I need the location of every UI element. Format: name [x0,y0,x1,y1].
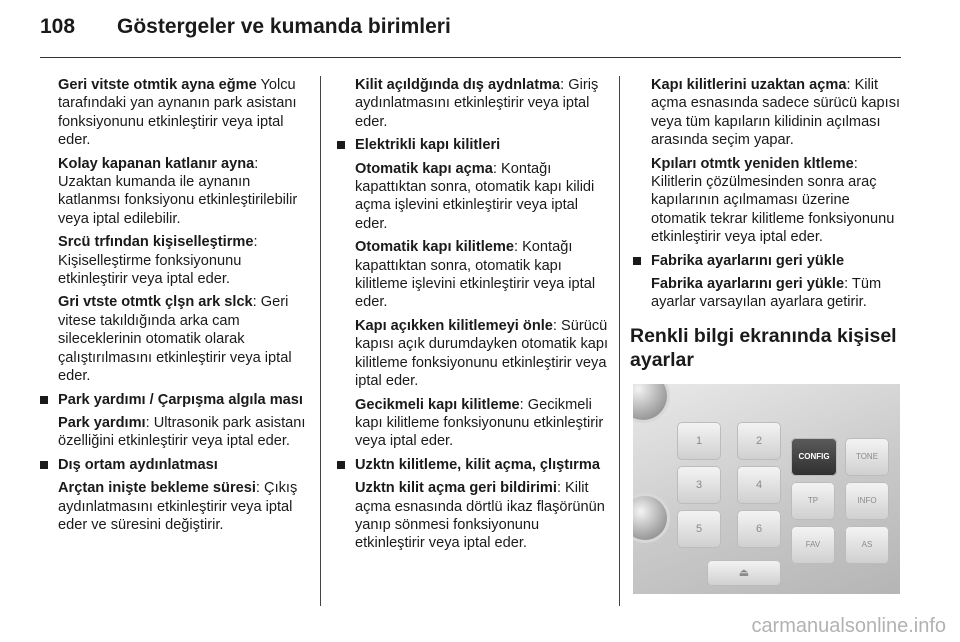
fav-button: FAV [791,526,835,564]
setting-desc: : Sürücü kapısı açık durumdayken otomatik kapı kilitleme fonksiyonunu etkinleştirir veya iptal eder. [355,317,609,390]
setting-desc: Yolcu tarafındaki yan aynanın park asistanı fonksiyonunu etkinleştirir veya iptal eder. [58,77,297,149]
setting-desc: : Kilitlerin çözülmesinden sonra araç kapılarının açılmaması üzerine otomatik tekrar kilitleme fonksiyonunu etkinleştirir veya iptal eder. [651,155,895,246]
setting-term: Uzktn kilit açma geri bildirimi [355,480,557,497]
setting-entry [58,233,312,288]
setting-term: Kapı açıkken kilitlemeyi önle [355,317,553,334]
setting-desc: : Giriş aydınlatmasını etkinleştirir veya iptal eder. [355,77,599,130]
setting-entry [58,293,312,385]
page-number: 108 [40,15,76,38]
column-1 [37,76,312,539]
key-1: 1 [677,422,721,460]
setting-term: Kapı kilitlerini uzaktan açma [651,77,847,93]
section-heading: Renkli bilgi ekranında kişisel ayarlar [630,324,897,371]
setting-desc: : Çıkış aydınlatmasını etkinleştirir veya iptal eder ve süresini değiştirir. [58,480,298,533]
setting-entry [651,155,905,247]
setting-term: Fabrika ayarlarını geri yükle [651,276,845,293]
key-6: 6 [737,510,781,548]
bullet-square-icon [40,461,48,469]
setting-desc: : Uzaktan kumanda ile aynanın katlanmsı fonksiyonu etkinleştirilebilir veya iptal edilebilir. [58,155,298,227]
column-2 [334,76,609,558]
setting-entry [355,396,609,451]
setting-desc: : Ultrasonik park asistanı özelliğini etkinleştirir veya iptal eder. [58,414,306,450]
key-5: 5 [677,510,721,548]
as-button: AS [845,526,889,564]
setting-desc: : Kilit açma esnasında sadece sürücü kapısı veya tüm kapıların kilidinin açılması arasında seçim yapar. [651,77,901,149]
setting-term: Gri vtste otmtk çlşn ark slck [58,294,253,311]
eject-button: ⏏ [707,560,781,586]
setting-term: Kilit açıldğında dış aydnlatma [355,77,561,93]
config-button: CONFIG [791,438,837,476]
setting-term: Park yardımı [58,414,146,431]
bullet-park-assist: Park yardımı / Çarpışma algıla ması [37,391,312,409]
setting-entry [58,414,312,451]
setting-term: Geri vitste otmtik ayna eğme [58,77,257,93]
menu-knob-icon [633,496,667,540]
setting-desc: : Kişiselleştirme fonksiyonunu etkinleştirir veya iptal eder. [58,234,258,288]
setting-desc: : Geri vitese takıldığında arka cam sileceklerinin otomatik olarak çalıştırılmasını etkinleştirir veya iptal eder. [58,294,292,385]
column-divider-2 [619,76,620,606]
chapter-title: Göstergeler ve kumanda birimleri [117,15,451,38]
setting-entry [58,479,312,534]
setting-entry [355,317,609,391]
setting-entry [58,155,312,229]
watermark: carmanualsonline.info [751,615,946,637]
page-header [0,0,960,56]
bullet-exterior-lighting: Dış ortam aydınlatması [37,456,312,474]
header-rule [40,57,901,58]
setting-entry [651,275,905,312]
key-4: 4 [737,466,781,504]
setting-term: Kolay kapanan katlanır ayna [58,155,255,172]
setting-desc: : Kontağı kapattıktan sonra, otomatik kapı kilitleme işlevini etkinleştirir veya iptal eder. [355,239,596,311]
setting-entry [355,238,609,312]
setting-entry [355,479,609,553]
info-button: INFO [845,482,889,520]
setting-entry [651,76,905,150]
setting-desc: : Gecikmeli kapı kilitleme fonksiyonunu etkinleştirir veya iptal eder. [355,396,604,450]
bullet-power-locks: Elektrikli kapı kilitleri [334,136,609,154]
bullet-square-icon [337,461,345,469]
bullet-remote-locking: Uzktn kilitleme, kilit açma, çlıştırma [334,456,609,474]
bullet-square-icon [337,141,345,149]
bullet-factory-reset: Fabrika ayarlarını geri yükle [630,252,905,270]
setting-desc: : Tüm ayarlar varsayılan ayarlara getirir. [651,276,882,311]
column-3 [630,76,905,594]
tp-button: TP [791,482,835,520]
setting-term: Arçtan inişte bekleme süresi [58,480,256,497]
setting-desc: : Kilit açma esnasında dörtlü ikaz flaşörünün yanıp sönmesi fonksiyonunu etkinleştirir veya iptal eder. [355,480,605,552]
setting-term: Gecikmeli kapı kilitleme [355,396,520,413]
setting-entry [355,76,609,131]
control-panel-photo [633,384,900,594]
column-divider-1 [320,76,321,606]
key-2: 2 [737,422,781,460]
bullet-square-icon [633,257,641,265]
setting-term: Srcü trfından kişiselleştirme [58,234,254,251]
setting-desc: : Kontağı kapattıktan sonra, otomatik kapı kilidi açma işlevini etkinleştirir veya iptal eder. [355,160,595,232]
setting-term: Kpıları otmtk yeniden kltleme [651,155,854,172]
bullet-square-icon [40,396,48,404]
key-3: 3 [677,466,721,504]
setting-term: Otomatik kapı kilitleme [355,239,514,256]
setting-entry [355,160,609,234]
tone-button: TONE [845,438,889,476]
volume-knob-icon [633,384,667,420]
setting-entry [58,76,312,150]
setting-term: Otomatik kapı açma [355,160,493,177]
